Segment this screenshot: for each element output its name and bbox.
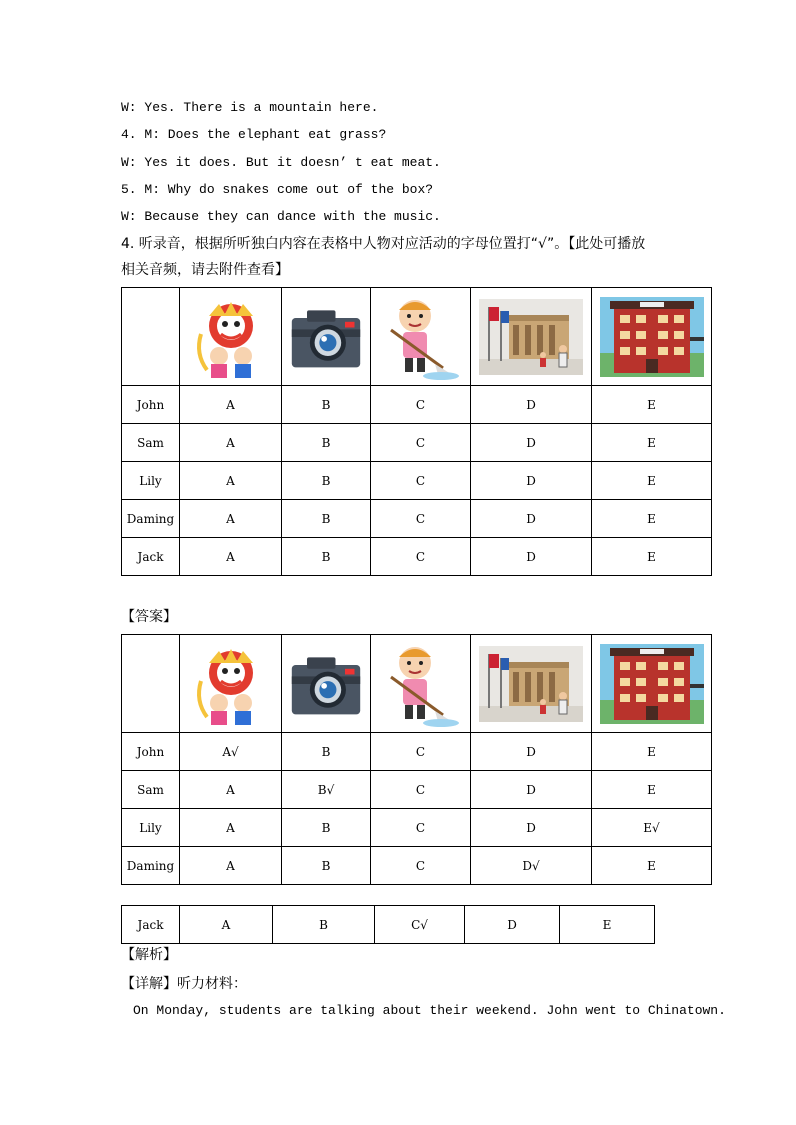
option-cell: A [180, 906, 273, 944]
lion-dance-icon [191, 641, 271, 727]
answer-label: 【答案】 [121, 609, 177, 625]
option-cell: B [282, 847, 371, 885]
dialogue-line-5: W: Because they can dance with the music. [121, 209, 441, 224]
table-row [122, 733, 712, 771]
option-cell: A [180, 386, 282, 424]
table-row [122, 847, 712, 885]
option-cell: D [471, 771, 592, 809]
person-name: Daming [122, 500, 180, 538]
question-table [121, 287, 712, 576]
option-cell: D [471, 386, 592, 424]
library-building-icon [600, 297, 704, 377]
option-cell: D [471, 500, 592, 538]
street-scene-icon [479, 299, 583, 375]
option-cell: C [371, 500, 471, 538]
passage-text: On Monday, students are talking about their weekend. John went to Chinatown. [133, 1003, 726, 1018]
option-cell: C [371, 809, 471, 847]
option-cell: E [592, 847, 712, 885]
person-name: Daming [122, 847, 180, 885]
answer-table [121, 634, 712, 885]
option-cell: D√ [471, 847, 592, 885]
option-cell: B [282, 386, 371, 424]
person-name: Jack [122, 538, 180, 576]
option-cell: A [180, 809, 282, 847]
mopping-boy-icon [381, 294, 461, 380]
option-cell: C [371, 771, 471, 809]
option-cell: B [282, 809, 371, 847]
person-name: John [122, 386, 180, 424]
option-cell: E [592, 538, 712, 576]
answer-table-jack [121, 905, 655, 944]
option-cell: C [371, 733, 471, 771]
option-cell: E [592, 771, 712, 809]
street-scene-icon [479, 646, 583, 722]
option-cell: C√ [375, 906, 465, 944]
question-line-2: 相关音频，请去附件查看】 [121, 262, 289, 278]
analysis-label: 【解析】 [121, 947, 177, 963]
option-cell: C [371, 424, 471, 462]
table-row [122, 809, 712, 847]
dialogue-line-3: W: Yes it does. But it doesn’ t eat meat. [121, 155, 441, 170]
option-cell: E [592, 386, 712, 424]
option-cell: A [180, 500, 282, 538]
option-cell: D [465, 906, 560, 944]
option-cell: A [180, 771, 282, 809]
option-cell: E [592, 500, 712, 538]
option-cell: E [592, 424, 712, 462]
dialogue-line-4: 5. M: Why do snakes come out of the box? [121, 182, 434, 197]
option-cell: B [282, 733, 371, 771]
option-cell: B [273, 906, 375, 944]
option-cell: B [282, 424, 371, 462]
table-row [122, 462, 712, 500]
table-row [122, 771, 712, 809]
empty-corner-cell [122, 288, 180, 386]
person-name: Sam [122, 771, 180, 809]
image-header-row [122, 635, 712, 733]
option-cell: B [282, 538, 371, 576]
empty-corner-cell [122, 635, 180, 733]
lion-dance-icon [191, 294, 271, 380]
detail-label: 【详解】听力材料： [121, 976, 247, 992]
dialogue-line-2: 4. M: Does the elephant eat grass? [121, 127, 387, 142]
option-cell: A√ [180, 733, 282, 771]
option-cell: E [592, 733, 712, 771]
camera-icon [286, 299, 366, 375]
table-row [122, 386, 712, 424]
image-header-row [122, 288, 712, 386]
person-name: Lily [122, 462, 180, 500]
option-cell: D [471, 538, 592, 576]
option-cell: E [560, 906, 655, 944]
mopping-boy-icon [381, 641, 461, 727]
dialogue-line-1: W: Yes. There is a mountain here. [121, 100, 379, 115]
option-cell: B [282, 500, 371, 538]
option-cell: C [371, 538, 471, 576]
option-cell: C [371, 462, 471, 500]
table-row [122, 538, 712, 576]
person-name: Lily [122, 809, 180, 847]
table-row [122, 424, 712, 462]
person-name: Sam [122, 424, 180, 462]
camera-icon [286, 646, 366, 722]
option-cell: A [180, 538, 282, 576]
option-cell: A [180, 462, 282, 500]
option-cell: B [282, 462, 371, 500]
option-cell: D [471, 462, 592, 500]
option-cell: A [180, 424, 282, 462]
option-cell: D [471, 424, 592, 462]
option-cell: D [471, 733, 592, 771]
option-cell: E [592, 462, 712, 500]
table-row [122, 500, 712, 538]
option-cell: E√ [592, 809, 712, 847]
library-building-icon [600, 644, 704, 724]
option-cell: D [471, 809, 592, 847]
option-cell: B√ [282, 771, 371, 809]
question-line-1: 4. 听录音，根据所听独白内容在表格中人物对应活动的字母位置打“√”。【此处可播放 [121, 236, 646, 252]
person-name: John [122, 733, 180, 771]
option-cell: C [371, 386, 471, 424]
table-row [122, 906, 655, 944]
person-name: Jack [122, 906, 180, 944]
option-cell: C [371, 847, 471, 885]
option-cell: A [180, 847, 282, 885]
